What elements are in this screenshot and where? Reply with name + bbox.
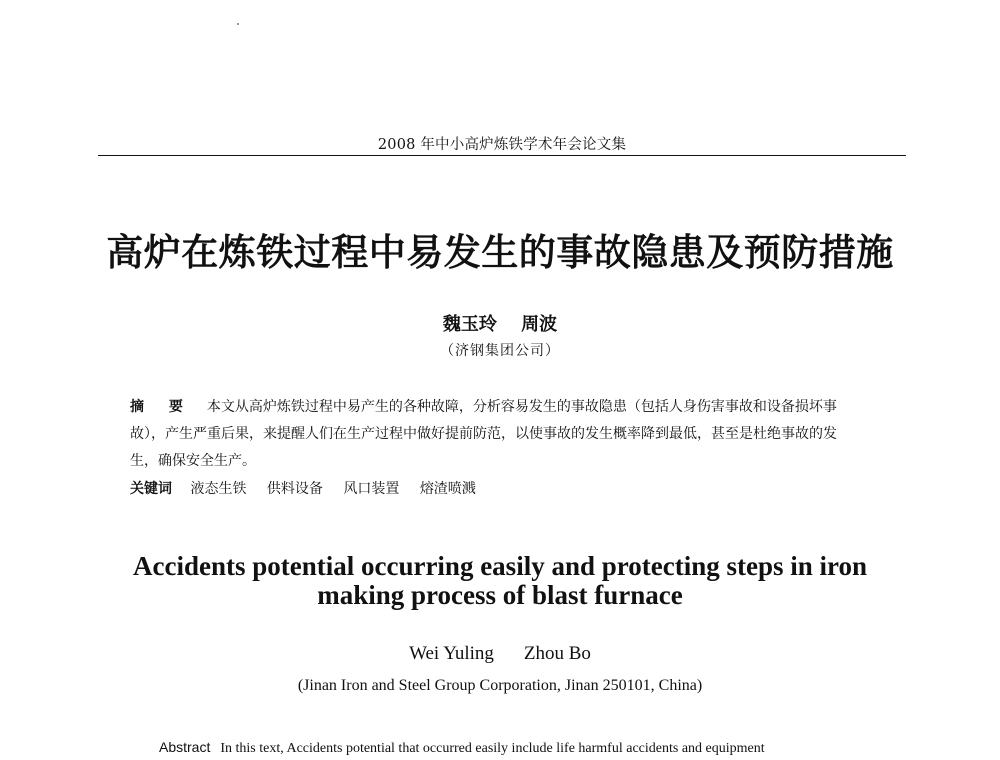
author-cn-1: 魏玉玲 [442,314,497,335]
keyword-item: 熔渣喷溅 [419,481,476,497]
abstract-label-cn: 摘 要 [130,399,193,415]
chinese-authors [0,310,1000,336]
english-title [100,552,900,610]
english-affiliation: (Jinan Iron and Steel Group Corporation, Jinan 250101, China) [297,677,703,694]
english-abstract [159,739,899,757]
chinese-title: 高炉在炼铁过程中易发生的事故隐患及预防措施 [106,230,894,274]
english-title-line-1: Accidents potential occurring easily and protecting steps in iron [133,551,867,581]
author-cn-2: 周波 [521,314,558,335]
chinese-affiliation: （济钢集团公司） [440,343,560,359]
keyword-item: 液态生铁 [190,481,247,497]
keyword-item: 风口装置 [343,481,400,497]
keywords-label-cn: 关键词 [130,481,172,497]
chinese-abstract [130,394,860,475]
header-rule [98,155,906,156]
running-header: 2008 年中小高炉炼铁学术年会论文集 [377,137,627,153]
keyword-item: 供料设备 [266,481,323,497]
english-title-line-2: making process of blast furnace [317,580,683,610]
abstract-text-cn: 本文从高炉炼铁过程中易产生的各种故障，分析容易发生的事故隐患（包括人身伤害事故和设备损坏事故），产生严重后果，来提醒人们在生产过程中做好提前防范，以使事故的发生概率降到最低，甚至是杜绝事故的发生，确保安全生产。 [130,399,837,469]
author-en-2: Zhou Bo [523,643,591,664]
author-en-1: Wei Yuling [409,643,494,664]
english-authors [0,643,1000,665]
abstract-label-en: Abstract [159,739,211,755]
abstract-text-en: In this text, Accidents potential that occurred easily include life harmful accidents and equipment [220,741,765,756]
scan-speck [237,23,239,25]
chinese-keywords [130,476,860,503]
